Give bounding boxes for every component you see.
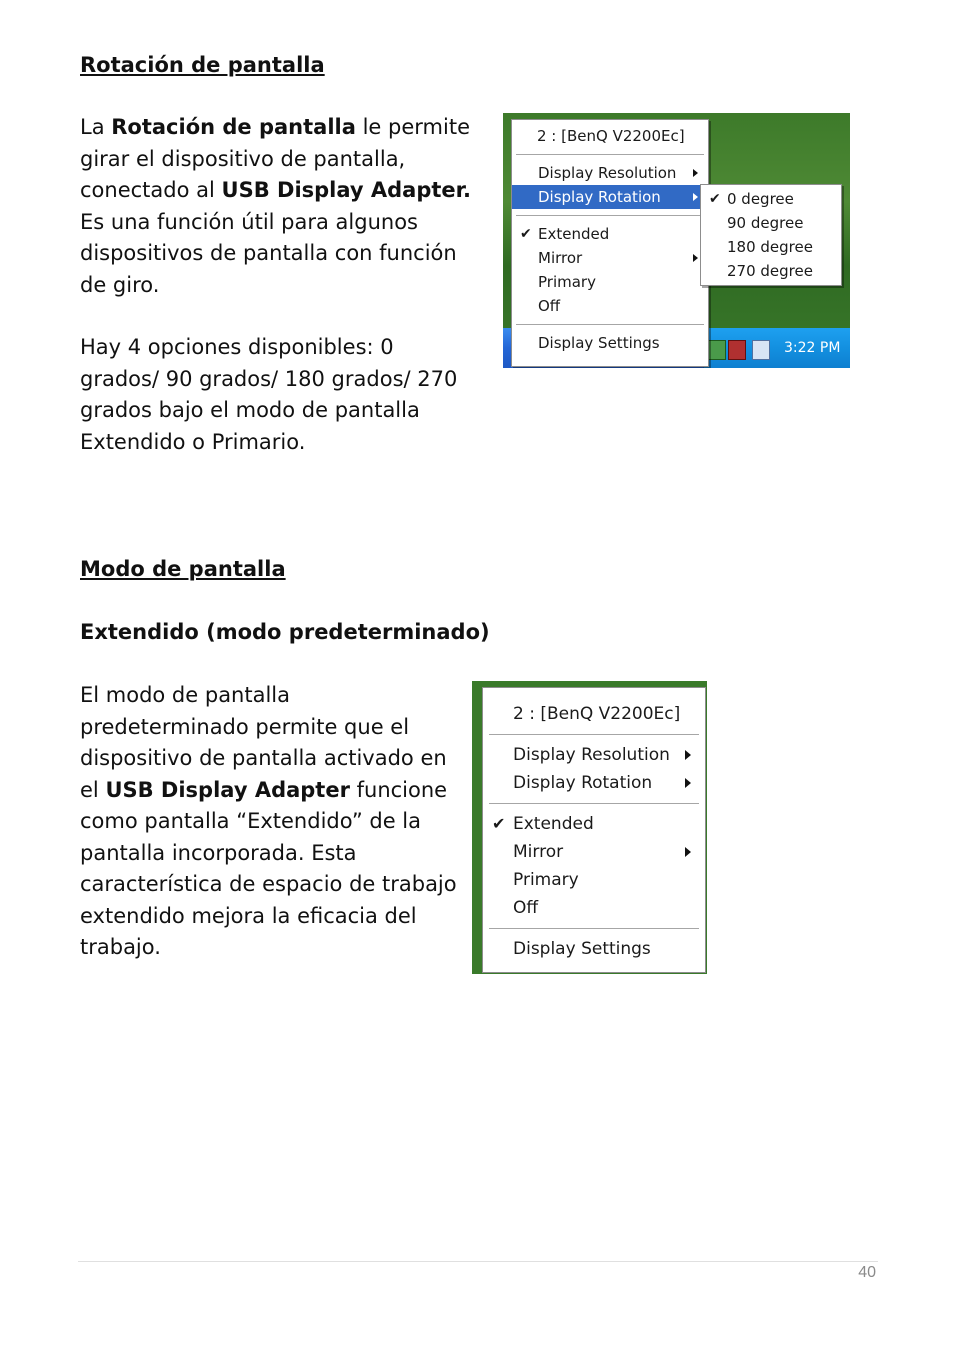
- menu-item-display-resolution[interactable]: [483, 741, 705, 769]
- submenu-arrow-icon: [685, 750, 691, 760]
- device-title: 2 : [BenQ V2200Ec]: [513, 704, 681, 724]
- subheading-extended: Extendido (modo predeterminado): [80, 620, 490, 644]
- submenu-item-label: 180 degree: [727, 238, 813, 256]
- submenu-arrow-icon: [685, 847, 691, 857]
- menu-separator: [489, 803, 699, 804]
- menu-item-extended[interactable]: [483, 810, 705, 838]
- context-menu: [511, 119, 709, 367]
- menu-item-primary[interactable]: [483, 866, 705, 894]
- network-icon[interactable]: [708, 340, 726, 360]
- submenu-arrow-icon: [693, 254, 698, 262]
- menu-separator: [489, 928, 699, 929]
- display-adapter-icon[interactable]: [728, 340, 746, 360]
- menu-item-label: Mirror: [538, 249, 583, 267]
- menu-item-label: Mirror: [513, 842, 564, 862]
- section-heading-display-mode: Modo de pantalla: [80, 557, 286, 581]
- submenu-item-180-degree[interactable]: [701, 235, 841, 259]
- extended-description: [80, 680, 460, 964]
- menu-item-label: Extended: [538, 225, 610, 243]
- device-title: 2 : [BenQ V2200Ec]: [537, 127, 685, 145]
- section-heading-rotation: Rotación de pantalla: [80, 53, 325, 77]
- rotation-menu-screenshot: [503, 113, 850, 368]
- submenu-item-label: 90 degree: [727, 214, 804, 232]
- menu-item-mirror[interactable]: [512, 246, 708, 270]
- monitor-icon[interactable]: [752, 340, 770, 360]
- menu-item-label: Display Rotation: [513, 773, 653, 793]
- menu-item-label: Display Resolution: [513, 745, 670, 765]
- bold-term: USB Display Adapter: [105, 777, 350, 802]
- submenu-arrow-icon: [685, 778, 691, 788]
- rotation-options-text: Hay 4 opciones disponibles: 0 grados/ 90 grados/ 180 grados/ 270 grados bajo el modo de pantalla Extendido o Primario.: [80, 335, 458, 454]
- menu-separator: [489, 734, 699, 735]
- menu-separator: [516, 324, 704, 325]
- page-number: 40: [858, 1264, 876, 1281]
- text: La: [80, 115, 112, 139]
- extended-menu-screenshot: [472, 681, 707, 974]
- menu-item-display-rotation[interactable]: [483, 769, 705, 797]
- menu-item-display-settings[interactable]: [483, 935, 705, 963]
- menu-item-label: Display Settings: [513, 939, 651, 959]
- checkmark-icon: ✔: [492, 814, 506, 833]
- submenu-item-label: 0 degree: [727, 190, 794, 208]
- submenu-arrow-icon: [693, 193, 698, 201]
- menu-item-display-settings[interactable]: [512, 331, 708, 355]
- menu-item-label: Display Resolution: [538, 164, 677, 182]
- menu-item-mirror[interactable]: [483, 838, 705, 866]
- submenu-arrow-icon: [693, 169, 698, 177]
- menu-item-label: Extended: [513, 814, 594, 834]
- bold-term: Rotación de pantalla: [111, 115, 356, 139]
- menu-separator: [516, 215, 704, 216]
- menu-item-display-rotation[interactable]: [512, 185, 708, 209]
- context-menu: [482, 687, 706, 973]
- menu-item-extended[interactable]: [512, 222, 708, 246]
- checkmark-icon: ✔: [709, 191, 721, 207]
- rotation-submenu: [700, 184, 842, 286]
- submenu-item-90-degree[interactable]: [701, 211, 841, 235]
- text: Es una función útil para algunos dispositivos de pantalla con función de giro.: [80, 209, 457, 297]
- menu-separator: [516, 154, 704, 155]
- clock: 3:22 PM: [784, 340, 841, 356]
- text: le permite girar el dispositivo de pantalla, conectado al: [80, 115, 470, 202]
- menu-item-label: Off: [513, 898, 539, 918]
- bold-term: USB Display Adapter.: [221, 178, 472, 202]
- submenu-item-270-degree[interactable]: [701, 259, 841, 283]
- text: El modo de pantalla predeterminado permite que el dispositivo de pantalla activado en el: [80, 683, 447, 802]
- submenu-item-label: 270 degree: [727, 262, 813, 280]
- checkmark-icon: ✔: [520, 226, 532, 242]
- text: funcione como pantalla “Extendido” de la pantalla incorporada. Esta característica de espacio de trabajo extendido mejora la eficacia del trabajo.: [80, 777, 457, 959]
- menu-item-primary[interactable]: [512, 270, 708, 294]
- menu-item-off[interactable]: [483, 894, 705, 922]
- footer-divider: [78, 1261, 878, 1262]
- rotation-description: [80, 112, 480, 301]
- menu-item-label: Display Settings: [538, 334, 660, 352]
- submenu-item-0-degree[interactable]: [701, 187, 841, 211]
- menu-item-label: Primary: [538, 273, 596, 291]
- menu-item-off[interactable]: [512, 294, 708, 318]
- menu-item-label: Display Rotation: [538, 188, 661, 206]
- menu-item-label: Off: [538, 297, 561, 315]
- menu-item-label: Primary: [513, 870, 579, 890]
- system-tray: [703, 328, 850, 368]
- menu-item-display-resolution[interactable]: [512, 161, 708, 185]
